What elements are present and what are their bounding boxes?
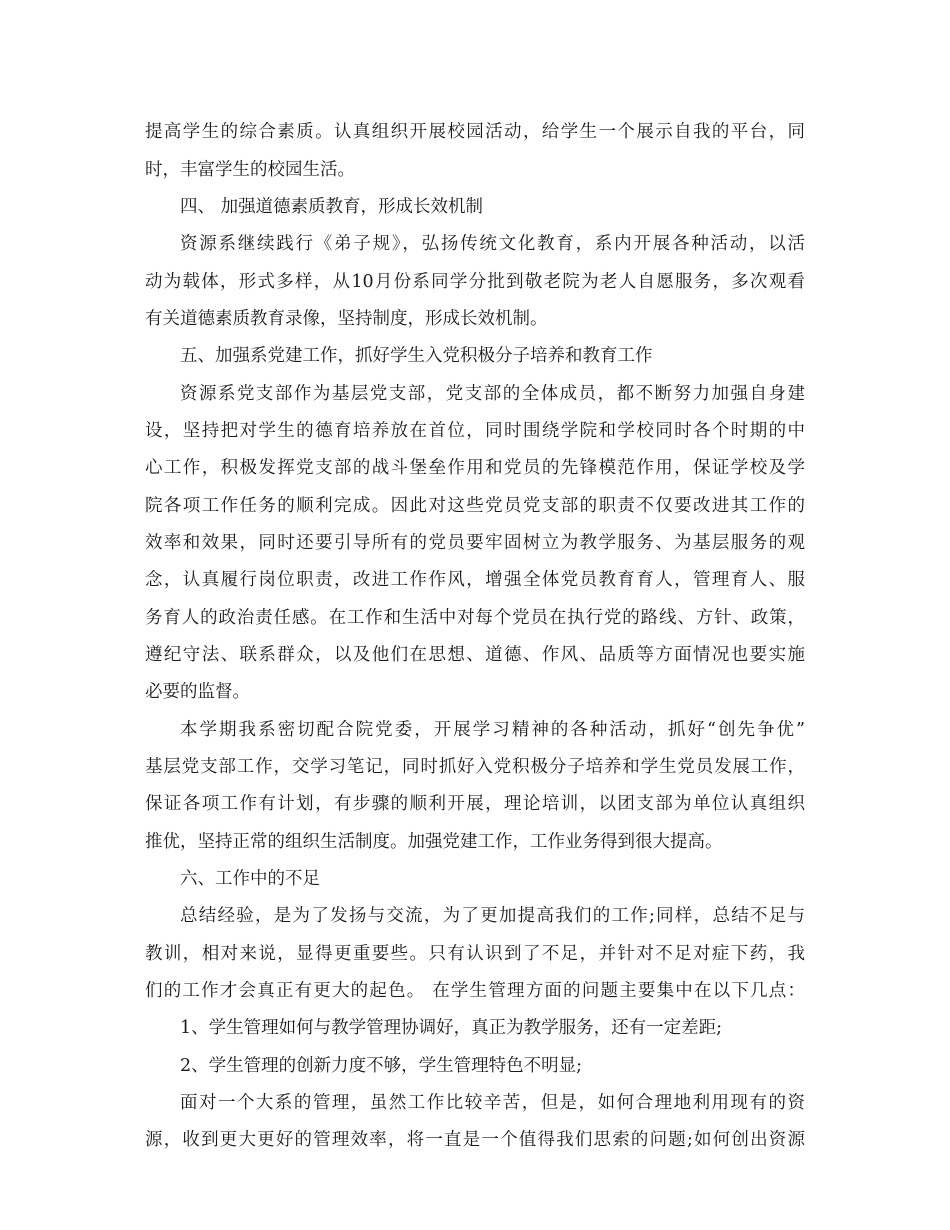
text-line: 有关道德素质教育录像，坚持制度，形成长效机制。 — [145, 309, 548, 329]
text-line: 教训，相对来说，显得更重要些。只有认识到了不足，并针对不足对症下药，我 — [145, 944, 805, 964]
text-line: 心工作，积极发挥党支部的战斗堡垒作用和党员的先锋模范作用，保证学校及学 — [145, 458, 805, 478]
text-line: 院各项工作任务的顺利完成。因此对这些党员党支部的职责不仅要改进其工作的 — [145, 496, 805, 516]
section-heading-5: 五、加强系党建工作，抓好学生入党积极分子培养和教育工作 — [180, 346, 653, 366]
text-line: 动为载体，形式多样，从10月份系同学分批到敬老院为老人自愿服务，多次观看 — [145, 272, 805, 292]
text-line: 资源系党支部作为基层党支部，党支部的全体成员，都不断努力加强自身建 — [180, 384, 805, 404]
text-line: 保证各项工作有计划，有步骤的顺利开展，理论培训，以团支部为单位认真组织 — [145, 794, 805, 814]
section-heading-6: 六、工作中的不足 — [180, 869, 320, 889]
text-line: 资源系继续践行《弟子规》，弘扬传统文化教育，系内开展各种活动，以活 — [180, 234, 805, 254]
list-item: 1、学生管理如何与教学管理协调好，真正为教学服务，还有一定差距; — [180, 1018, 723, 1038]
text-line: 时，丰富学生的校园生活。 — [145, 160, 355, 180]
text-line: 务育人的政治责任感。在工作和生活中对每个党员在执行党的路线、方针、政策， — [145, 608, 805, 628]
list-item: 2、学生管理的创新力度不够，学生管理特色不明显; — [180, 1056, 583, 1076]
text-line: 念，认真履行岗位职责，改进工作作风，增强全体党员教育育人，管理育人、服 — [145, 570, 805, 590]
text-line: 必要的监督。 — [145, 682, 250, 702]
text-line: 效率和效果，同时还要引导所有的党员要牢固树立为教学服务、为基层服务的观 — [145, 533, 805, 553]
text-line: 总结经验，是为了发扬与交流，为了更加提高我们的工作;同样，总结不足与 — [180, 906, 805, 926]
text-line: 提高学生的综合素质。认真组织开展校园活动，给学生一个展示自我的平台，同 — [145, 122, 805, 142]
text-line: 源，收到更大更好的管理效率，将一直是一个值得我们思索的问题;如何创出资源 — [145, 1130, 805, 1150]
text-line: 推优，坚持正常的组织生活制度。加强党建工作，工作业务得到很大提高。 — [145, 832, 723, 852]
section-heading-4: 四、 加强道德素质教育，形成长效机制 — [180, 197, 484, 217]
text-line: 面对一个大系的管理，虽然工作比较辛苦，但是，如何合理地利用现有的资 — [180, 1093, 805, 1113]
text-line: 基层党支部工作，交学习笔记，同时抓好入党积极分子培养和学生党员发展工作， — [145, 757, 805, 777]
text-line: 们的工作才会真正有更大的起色。 在学生管理方面的问题主要集中在以下几点： — [145, 981, 805, 1001]
text-line: 本学期我系密切配合院党委，开展学习精神的各种活动，抓好“创先争优” — [180, 720, 805, 740]
text-line: 遵纪守法、联系群众，以及他们在思想、道德、作风、品质等方面情况也要实施 — [145, 645, 805, 665]
text-line: 设，坚持把对学生的德育培养放在首位，同时围绕学院和学校同时各个时期的中 — [145, 421, 805, 441]
